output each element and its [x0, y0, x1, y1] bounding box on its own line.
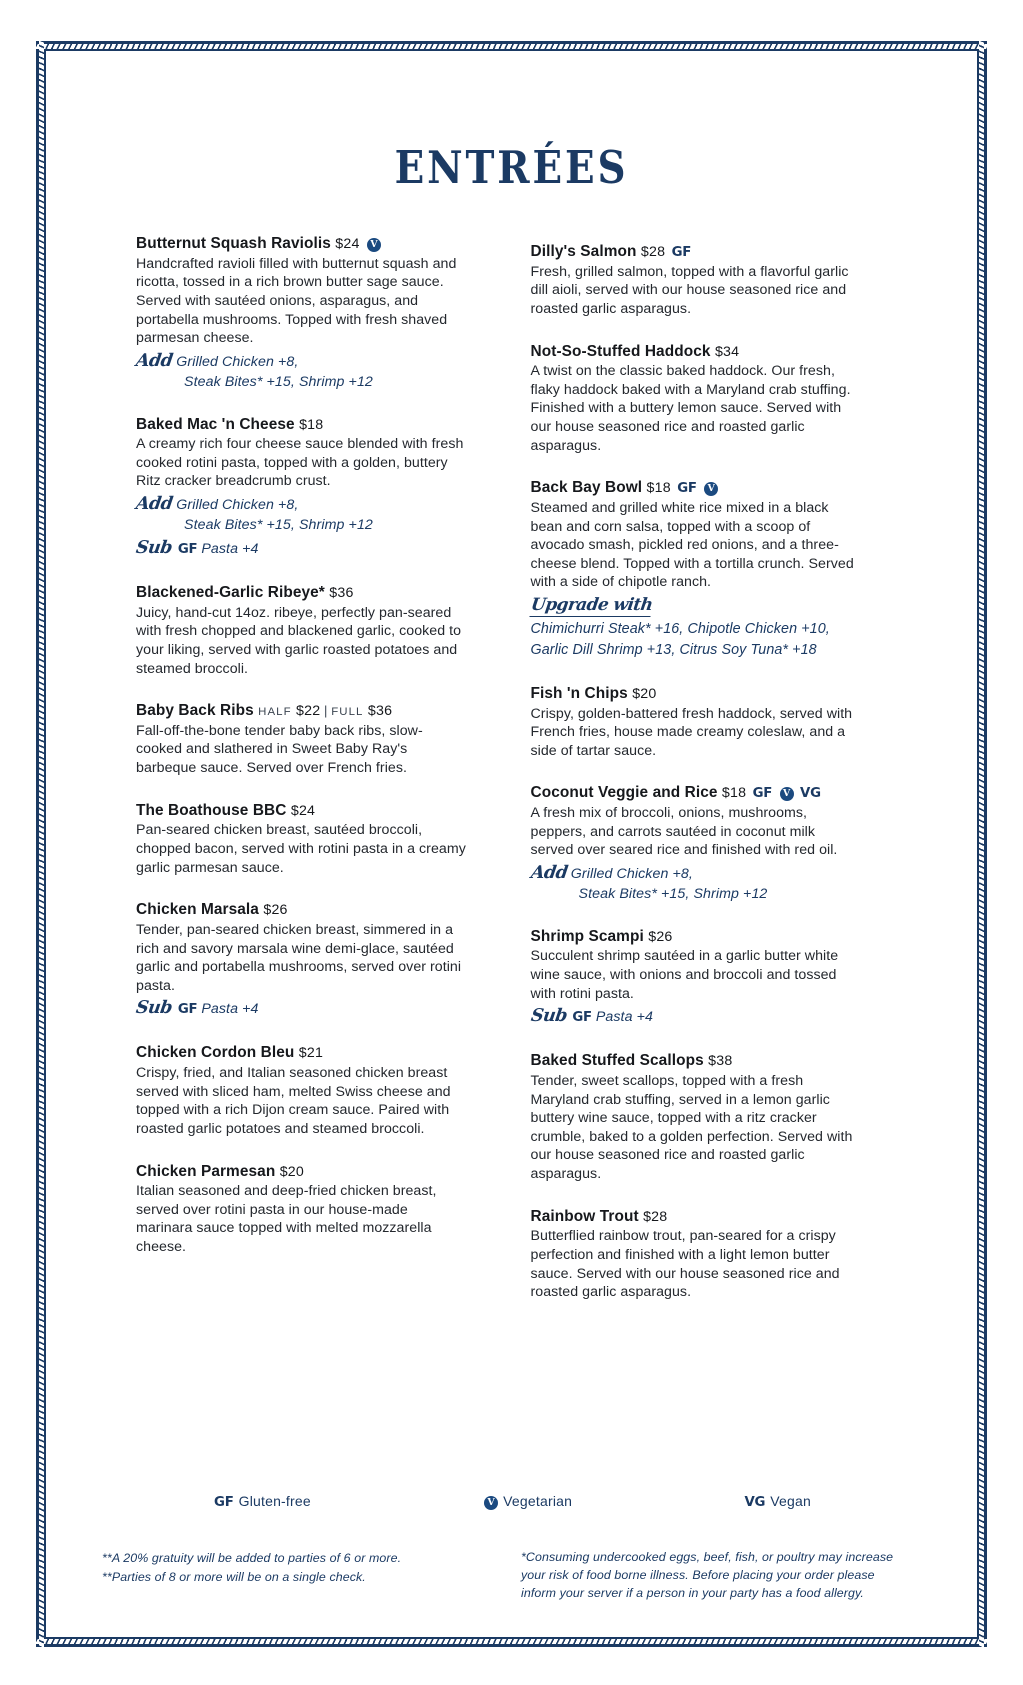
menu-item-header: [531, 1051, 888, 1071]
sub-script-label: Sub: [134, 537, 174, 558]
page-title: ENTRÉES: [394, 141, 629, 194]
addon-line-1: Grilled Chicken +8,: [176, 353, 299, 370]
menu-item: [531, 783, 888, 903]
disclaimer-line-3: inform your server if a person in your party has a food allergy.: [521, 1586, 864, 1601]
addon-line-1: Pasta +4: [201, 1001, 259, 1018]
menu-item: [136, 583, 493, 678]
menu-item-price: $26: [263, 902, 288, 919]
menu-item-header: [136, 1043, 493, 1063]
menu-item-addon: [136, 537, 493, 560]
tag-gluten-free: GF: [677, 481, 697, 497]
menu-item: [136, 1162, 493, 1257]
legend-item-gluten-free: [212, 1493, 311, 1510]
menu-item-size-full-label: FULL: [331, 706, 364, 719]
menu-item-header: [531, 242, 888, 262]
sub-script-label: Sub: [134, 998, 174, 1019]
menu-item: [136, 701, 493, 778]
add-script-label: Add: [529, 862, 569, 883]
menu-item-description: Handcrafted ravioli filled with butternut squash and ricotta, tossed in a rich brown butter sage sauce. Served with sautéed onions, asparagus, and portabella mushrooms. Topped with fresh shaved parmesan cheese.: [136, 255, 457, 347]
menu-item-header: [136, 415, 493, 435]
menu-item-description: Steamed and grilled white rice mixed in a black bean and corn salsa, topped with a scoop of avocado smash, pickled red onions, and a three-cheese blend. Topped with a tortilla crunch. Served with a side of chipotle ranch.: [530, 500, 854, 591]
menu-item-header: [136, 801, 493, 821]
menu-item-price: $21: [298, 1045, 324, 1062]
menu-item-price-full: $36: [367, 703, 393, 720]
addon-line-1: Grilled Chicken +8,: [570, 865, 693, 882]
addon-gluten-free-tag: GF: [177, 1002, 198, 1018]
menu-item-header: [531, 478, 888, 498]
menu-item-description: Butterflied rainbow trout, pan-seared for a crispy perfection and finished with a light lemon butter sauce. Served with our house seasoned rice and roasted garlic asparagus.: [530, 1228, 840, 1301]
menu-item-header: [531, 783, 888, 803]
menu-item-header: [136, 1162, 493, 1182]
menu-item-description: Crispy, golden-battered fresh haddock, served with French fries, house made creamy coleslaw, and a side of tartar sauce.: [530, 705, 853, 759]
menu-item-price: $26: [648, 928, 673, 945]
dietary-legend: [102, 1493, 921, 1510]
addon-gluten-free-tag: GF: [177, 541, 198, 557]
tag-vegetarian-icon: V: [780, 787, 794, 801]
menu-item: [531, 342, 888, 456]
menu-item-price: $24: [335, 236, 360, 252]
menu-item-name: Baked Stuffed Scallops: [530, 1052, 704, 1070]
menu-item-name: Back Bay Bowl: [530, 479, 643, 497]
sub-script-label: Sub: [529, 1006, 568, 1027]
tag-vegetarian-icon: V: [704, 482, 718, 496]
menu-item-description: Crispy, fried, and Italian seasoned chicken breast served with sliced ham, melted Swiss cheese and topped with a rich Dijon cream sauce. Paired with roasted garlic potatoes and steamed broccoli.: [136, 1065, 451, 1137]
addon-gluten-free-tag: GF: [572, 1010, 592, 1026]
menu-item-price: $18: [299, 416, 324, 433]
disclaimer-line-2: your risk of food borne illness. Before placing your order please: [521, 1568, 875, 1583]
menu-item-name: Dilly's Salmon: [530, 243, 637, 260]
menu-item-price: $20: [632, 685, 657, 702]
legend-code-vg: VG: [744, 1495, 766, 1510]
footer-notes: [102, 1549, 921, 1603]
menu-item-description: Tender, sweet scallops, topped with a fresh Maryland crab stuffing, served in a lemon garlic buttery wine sauce, topped with a ritz cracker crumble, baked to a golden perfection. Served with our house seasoned rice and roasted garlic asparagus.: [530, 1073, 853, 1183]
addon-line-2: Steak Bites* +15, Shrimp +12: [578, 886, 768, 902]
allergy-disclaimer: [521, 1549, 921, 1603]
legend-label: Vegetarian: [503, 1493, 573, 1509]
upgrade-options-line-2: Garlic Dill Shrimp +13, Citrus Soy Tuna* +18: [530, 642, 817, 659]
menu-item: [531, 927, 888, 1029]
menu-item-header: [136, 234, 493, 254]
menu-item-header: [531, 684, 888, 704]
menu-item-name: Chicken Marsala: [136, 901, 259, 919]
menu-item-upgrade: [531, 594, 888, 661]
addon-line-2: Steak Bites* +15, Shrimp +12: [184, 373, 373, 390]
legend-item-vegan: [742, 1493, 811, 1510]
menu-item-name: Not-So-Stuffed Haddock: [530, 342, 711, 360]
menu-item-name: Blackened-Garlic Ribeye*: [136, 584, 325, 601]
menu-item-name: Baked Mac 'n Cheese: [136, 415, 295, 433]
menu-item-size-half-label: HALF: [258, 706, 292, 719]
menu-item: [136, 1043, 493, 1138]
menu-item-name: Rainbow Trout: [530, 1207, 639, 1225]
disclaimer-line-1: *Consuming undercooked eggs, beef, fish, or poultry may increase: [521, 1550, 894, 1565]
menu-item-price: $36: [329, 585, 354, 601]
menu-item-description: Italian seasoned and deep-fried chicken breast, served over rotini pasta in our house-made marinara sauce topped with melted mozzarella cheese.: [136, 1183, 437, 1256]
tag-vegan: VG: [799, 786, 821, 802]
menu-item: [136, 801, 493, 878]
menu-item-description: Tender, pan-seared chicken breast, simmered in a rich and savory marsala wine demi-glace, sautéed garlic and portabella mushrooms, served over rotini pasta.: [136, 921, 462, 994]
menu-item-description: Fall-off-the-bone tender baby back ribs, slow-cooked and slathered in Sweet Baby Ray's barbeque sauce. Served over French fries.: [136, 722, 423, 777]
menu-item-header: [136, 701, 493, 721]
menu-item: [136, 234, 493, 392]
menu-item-name: Chicken Cordon Bleu: [136, 1044, 295, 1062]
menu-item-description: A creamy rich four cheese sauce blended with fresh cooked rotini pasta, topped with a golden, buttery Ritz cracker breadcrumb crust.: [136, 436, 464, 490]
addon-line-1: Pasta +4: [595, 1009, 654, 1026]
add-script-label: Add: [134, 494, 174, 515]
upgrade-options-line-1: Chimichurri Steak* +16, Chipotle Chicken +10,: [530, 621, 830, 638]
upgrade-script-label: Upgrade with: [529, 594, 654, 617]
legend-item-vegetarian: [481, 1493, 572, 1510]
menu-item-name: The Boathouse BBC: [136, 801, 287, 819]
addon-line-2: Steak Bites* +15, Shrimp +12: [184, 517, 373, 534]
legend-label: Gluten-free: [238, 1493, 311, 1509]
menu-item-addon: [136, 493, 493, 535]
menu-item-description: A twist on the classic baked haddock. Our fresh, flaky haddock baked with a Maryland crab stuffing. Finished with a buttery lemon sauce. Served with our house seasoned rice and roasted garlic asparagus.: [530, 363, 851, 454]
menu-item-header: [531, 342, 888, 362]
menu-item: [531, 1051, 888, 1183]
menu-item-description: Juicy, hand-cut 14oz. ribeye, perfectly pan-seared with fresh chopped and blackened garlic, cooked to your liking, served with garlic roasted potatoes and steamed broccoli.: [136, 604, 462, 677]
menu-item-price: $28: [643, 1208, 668, 1225]
menu-item-name: Butternut Squash Raviolis: [136, 235, 331, 252]
menu-item-description: A fresh mix of broccoli, onions, mushrooms, peppers, and carrots sautéed in coconut milk served over seared rice and finished with red oil.: [530, 805, 838, 859]
menu-item: [136, 900, 493, 1020]
menu-item-header: [136, 900, 493, 920]
legend-code-gf: GF: [214, 1495, 234, 1510]
menu-item: [531, 242, 888, 319]
menu-item-name: Baby Back Ribs: [136, 702, 254, 720]
menu-item: [531, 478, 888, 661]
menu-item-addon: [136, 350, 493, 392]
menu-item-name: Fish 'n Chips: [530, 684, 628, 702]
menu-item-price: $18: [721, 785, 747, 802]
menu-item-header: [531, 1207, 888, 1227]
menu-item-price: $18: [646, 480, 671, 497]
tag-vegetarian-icon: V: [484, 1496, 498, 1510]
legend-label: Vegan: [770, 1493, 811, 1509]
menu-item-addon: [531, 862, 888, 904]
gratuity-note-1: **A 20% gratuity will be added to parties of 6 or more.: [102, 1551, 402, 1566]
menu-item-price: $24: [290, 802, 316, 819]
addon-line-1: Grilled Chicken +8,: [176, 497, 299, 514]
tag-vegetarian-icon: V: [367, 238, 381, 252]
menu-item-addon: [136, 997, 493, 1020]
menu-item-description: Fresh, grilled salmon, topped with a flavorful garlic dill aioli, served with our house seasoned rice and roasted garlic asparagus.: [530, 263, 849, 317]
menu-item-description: Pan-seared chicken breast, sautéed broccoli, chopped bacon, served with rotini pasta in a creamy garlic parmesan sauce.: [136, 822, 466, 876]
menu-item-description: Succulent shrimp sautéed in a garlic butter white wine sauce, with onions and broccoli and tossed with rotini pasta.: [530, 948, 839, 1002]
menu-item-header: [136, 583, 493, 603]
tag-gluten-free: GF: [671, 245, 692, 260]
menu-item-name: Chicken Parmesan: [136, 1162, 276, 1180]
menu-item-header: [531, 927, 888, 947]
menu-item-price: $34: [714, 343, 740, 360]
menu-column-right: [531, 234, 888, 1302]
menu-item-price: $20: [279, 1163, 304, 1180]
menu-item-price: $38: [708, 1053, 733, 1070]
price-divider: |: [320, 703, 332, 719]
gratuity-note-2: **Parties of 8 or more will be on a single check.: [102, 1569, 366, 1584]
menu-item-price-half: $22: [296, 703, 321, 720]
menu-item: [531, 684, 888, 761]
menu-item-name: Shrimp Scampi: [530, 927, 644, 945]
gratuity-notes: [102, 1549, 401, 1603]
add-script-label: Add: [134, 350, 174, 371]
menu-content: [32, 40, 991, 1655]
menu-item: [136, 415, 493, 560]
tag-gluten-free: GF: [752, 786, 773, 802]
menu-item: [531, 1207, 888, 1302]
addon-line-1: Pasta +4: [201, 540, 259, 557]
menu-item-price: $28: [640, 244, 666, 260]
menu-column-left: [136, 234, 493, 1257]
menu-item-addon: [531, 1005, 888, 1028]
menu-columns: [102, 234, 921, 1302]
menu-item-name: Coconut Veggie and Rice: [530, 784, 718, 802]
